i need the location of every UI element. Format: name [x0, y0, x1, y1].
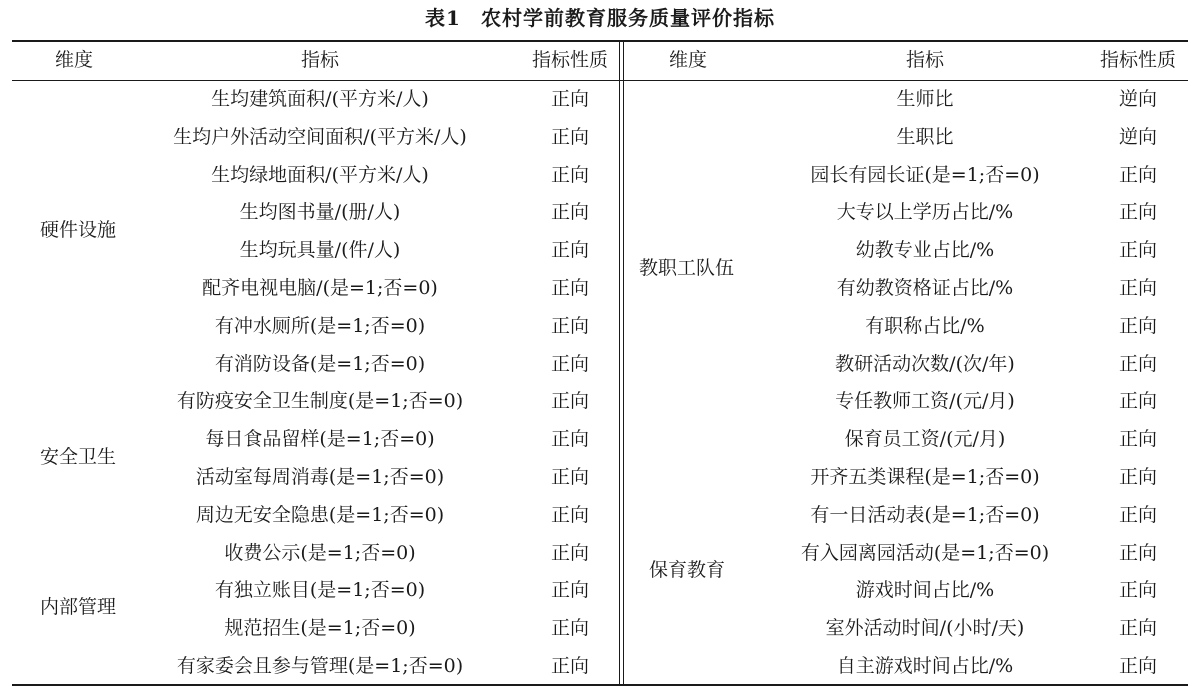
left-row-4-property: 正向 — [550, 201, 589, 223]
table-title — [0, 2, 1200, 31]
left-row-15-property: 正向 — [550, 617, 589, 639]
right-row-1-property: 逆向 — [1118, 88, 1157, 110]
left-row-7-property: 正向 — [550, 315, 589, 337]
header-property-right: 指标性质 — [1099, 49, 1176, 71]
header-rule — [12, 80, 1188, 81]
dimension-internal-management: 内部管理 — [40, 596, 117, 618]
left-row-14-property: 正向 — [550, 579, 589, 601]
right-row-6-property: 正向 — [1118, 277, 1157, 299]
right-row-10-property: 正向 — [1118, 428, 1157, 450]
left-row-15-indicator: 规范招生(是=1;否=0) — [224, 617, 416, 639]
right-row-11-indicator: 开齐五类课程(是=1;否=0) — [810, 466, 1040, 488]
left-row-1-property: 正向 — [550, 88, 589, 110]
right-row-6-indicator: 有幼教资格证占比/% — [836, 277, 1014, 299]
right-row-9-indicator: 专任教师工资/(元/月) — [835, 390, 1015, 412]
dimension-care-education: 保育教育 — [649, 559, 726, 581]
left-row-10-property: 正向 — [550, 428, 589, 450]
header-property-left: 指标性质 — [531, 49, 608, 71]
left-row-4-indicator: 生均图书量/(册/人) — [239, 201, 401, 223]
right-row-2-indicator: 生职比 — [896, 126, 954, 148]
right-row-14-indicator: 游戏时间占比/% — [855, 579, 995, 601]
left-row-1-indicator: 生均建筑面积/(平方米/人) — [211, 88, 429, 110]
left-row-13-property: 正向 — [550, 542, 589, 564]
right-row-10-indicator: 保育员工资/(元/月) — [844, 428, 1006, 450]
right-row-7-property: 正向 — [1118, 315, 1157, 337]
left-row-5-indicator: 生均玩具量/(件/人) — [239, 239, 401, 261]
left-row-5-property: 正向 — [550, 239, 589, 261]
left-row-12-indicator: 周边无安全隐患(是=1;否=0) — [195, 504, 445, 526]
right-row-8-indicator: 教研活动次数/(次/年) — [835, 353, 1015, 375]
left-row-8-indicator: 有消防设备(是=1;否=0) — [214, 353, 426, 375]
left-row-7-indicator: 有冲水厕所(是=1;否=0) — [214, 315, 426, 337]
table-number: 表1 — [425, 6, 461, 30]
right-row-13-indicator: 有入园离园活动(是=1;否=0) — [800, 542, 1050, 564]
left-row-6-property: 正向 — [550, 277, 589, 299]
right-row-9-property: 正向 — [1118, 390, 1157, 412]
left-row-2-indicator: 生均户外活动空间面积/(平方米/人) — [173, 126, 467, 148]
dimension-hardware: 硬件设施 — [40, 219, 117, 241]
right-row-14-property: 正向 — [1118, 579, 1157, 601]
left-row-13-indicator: 收费公示(是=1;否=0) — [224, 542, 416, 564]
right-row-4-indicator: 大专以上学历占比/% — [836, 201, 1014, 223]
left-row-8-property: 正向 — [550, 353, 589, 375]
right-row-7-indicator: 有职称占比/% — [865, 315, 985, 337]
right-row-12-indicator: 有一日活动表(是=1;否=0) — [810, 504, 1040, 526]
column-divider-right — [623, 40, 624, 686]
right-row-2-property: 逆向 — [1118, 126, 1157, 148]
right-row-8-property: 正向 — [1118, 353, 1157, 375]
right-row-3-property: 正向 — [1118, 164, 1157, 186]
left-row-16-indicator: 有家委会且参与管理(是=1;否=0) — [176, 655, 464, 677]
left-row-2-property: 正向 — [550, 126, 589, 148]
top-rule — [12, 40, 1188, 42]
dimension-staff: 教职工队伍 — [639, 257, 735, 279]
right-row-1-indicator: 生师比 — [896, 88, 954, 110]
left-row-9-indicator: 有防疫安全卫生制度(是=1;否=0) — [176, 390, 464, 412]
right-row-4-property: 正向 — [1118, 201, 1157, 223]
left-row-3-property: 正向 — [550, 164, 589, 186]
left-row-16-property: 正向 — [550, 655, 589, 677]
left-row-3-indicator: 生均绿地面积/(平方米/人) — [211, 164, 429, 186]
table-caption: 农村学前教育服务质量评价指标 — [480, 6, 775, 30]
right-row-5-property: 正向 — [1118, 239, 1157, 261]
right-row-11-property: 正向 — [1118, 466, 1157, 488]
right-row-15-property: 正向 — [1118, 617, 1157, 639]
right-row-13-property: 正向 — [1118, 542, 1157, 564]
right-row-15-indicator: 室外活动时间/(小时/天) — [825, 617, 1025, 639]
left-row-11-property: 正向 — [550, 466, 589, 488]
header-indicator-right: 指标 — [905, 49, 944, 71]
left-row-6-indicator: 配齐电视电脑/(是=1;否=0) — [202, 277, 438, 299]
header-indicator-left: 指标 — [300, 49, 339, 71]
right-row-16-indicator: 自主游戏时间占比/% — [836, 655, 1014, 677]
dimension-safety-hygiene: 安全卫生 — [40, 446, 117, 468]
left-row-12-property: 正向 — [550, 504, 589, 526]
left-row-11-indicator: 活动室每周消毒(是=1;否=0) — [195, 466, 445, 488]
header-dimension-left: 维度 — [55, 49, 94, 71]
right-row-12-property: 正向 — [1118, 504, 1157, 526]
left-row-10-indicator: 每日食品留样(是=1;否=0) — [205, 428, 435, 450]
right-row-3-indicator: 园长有园长证(是=1;否=0) — [810, 164, 1040, 186]
header-dimension-right: 维度 — [669, 49, 708, 71]
left-row-14-indicator: 有独立账目(是=1;否=0) — [214, 579, 426, 601]
right-row-5-indicator: 幼教专业占比/% — [855, 239, 995, 261]
bottom-rule — [12, 684, 1188, 686]
right-row-16-property: 正向 — [1118, 655, 1157, 677]
left-row-9-property: 正向 — [550, 390, 589, 412]
